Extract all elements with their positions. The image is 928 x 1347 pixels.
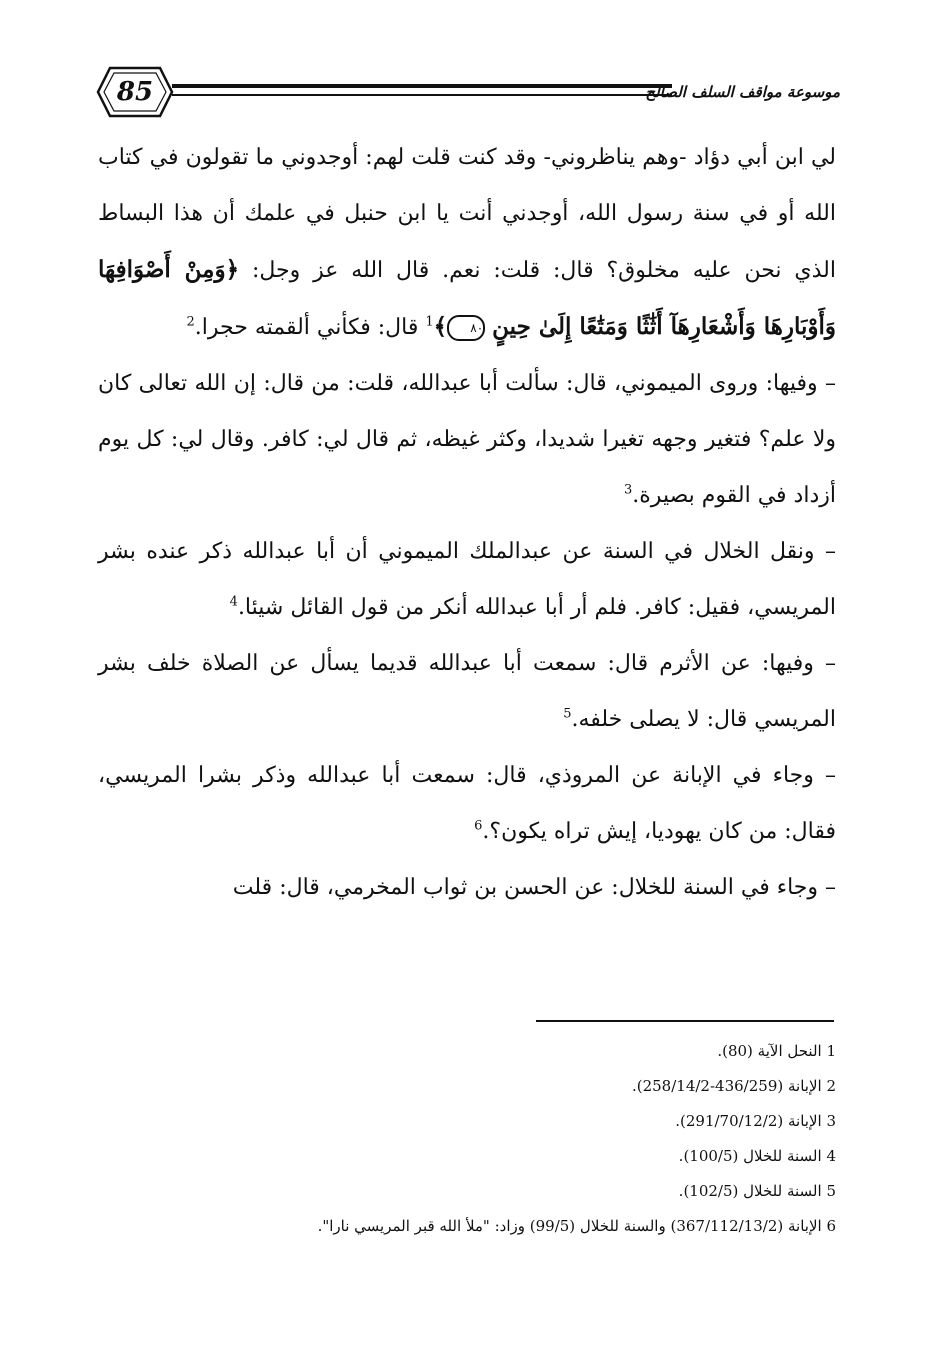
paragraph-text: – ونقل الخلال في السنة عن عبدالملك الميموني أن أبا عبدالله ذكر عنده بشر المريسي، فقيل: كافر. فلم أر أبا عبدالله أنكر من قول القائل شيئا. [98, 539, 836, 620]
paragraph-text: لي ابن أبي دؤاد -وهم يناظروني- وقد كنت قلت لهم: أوجدوني ما تقولون في كتاب الله أو في سنة رسول الله، أوجدني أنت يا ابن حنبل في علمك أن هذا البساط الذي نحن عليه مخلوق؟ قال: قلت: نعم. قال الله عز وجل: [98, 145, 836, 283]
paragraph [98, 524, 836, 636]
paragraph-text: – وجاء في الإبانة عن المروذي، قال: سمعت أبا عبدالله وذكر بشرا المريسي، فقال: من كان يهوديا، إيش تراه يكون؟. [98, 763, 836, 844]
footnote: 4 السنة للخلال (100/5). [678, 1147, 836, 1165]
page-number: 85 [116, 77, 154, 107]
footnote: 3 الإبانة (291/70/12/2). [675, 1112, 836, 1130]
footnote-ref: 6 [474, 818, 483, 834]
quran-verse-close: ﴾ [433, 313, 448, 340]
paragraph-text: قال: [377, 315, 419, 340]
footnote: 2 الإبانة (436/259-258/14/2). [631, 1077, 836, 1095]
paragraph [98, 356, 836, 524]
footnote: 1 النحل الآية (80). [717, 1042, 836, 1060]
paragraph-text: – وفيها: وروى الميموني، قال: سألت أبا عبدالله، قلت: من قال: إن الله تعالى كان ولا علم؟ فتغير وجهه تغيرا شديدا، وكثر غيظه، ثم قال لي: كافر. وقال لي: كل يوم أزداد في القوم بصيرة. [98, 371, 836, 508]
page-number-badge [96, 64, 174, 120]
footnote-ref: 4 [229, 594, 238, 610]
footnote-ref: 5 [563, 706, 572, 722]
verse-number-mark: ٨٠ [447, 315, 485, 341]
book-title: موسوعة مواقف السلف الصالح [645, 83, 840, 101]
footnote: 6 الإبانة (367/112/13/2) والسنة للخلال (99/5) وزاد: "ملأ الله قبر المريسي نارا". [317, 1217, 836, 1235]
footnotes [240, 1034, 836, 1244]
paragraph [98, 130, 836, 356]
footnote-ref: 1 [425, 314, 434, 330]
quran-verse: ﴿وَمِنْ أَصْوَافِهَا وَأَوْبَارِهَا وَأَشْعَارِهَآ أَثَٰثًا وَمَتَٰعًا إِلَىٰ حِينٍ [98, 256, 836, 340]
paragraph-text: – وفيها: عن الأثرم قال: سمعت أبا عبدالله قديما يسأل عن الصلاة خلف بشر المريسي قال: لا يصلى خلفه. [98, 651, 836, 732]
footnote-ref: 2 [186, 314, 195, 330]
header-rule-thin [172, 94, 672, 96]
paragraph [98, 636, 836, 748]
page-header [96, 58, 840, 130]
paragraph-text: – وجاء في السنة للخلال: عن الحسن بن ثواب المخرمي، قال: قلت [232, 875, 836, 900]
paragraph [98, 748, 836, 860]
footnote-divider [536, 1020, 834, 1022]
main-text [98, 130, 836, 916]
footnote: 5 السنة للخلال (102/5). [678, 1182, 836, 1200]
paragraph [98, 860, 836, 916]
footnote-ref: 3 [624, 482, 633, 498]
header-rule [172, 84, 672, 88]
paragraph-text: فكأني ألقمته حجرا. [194, 315, 371, 340]
